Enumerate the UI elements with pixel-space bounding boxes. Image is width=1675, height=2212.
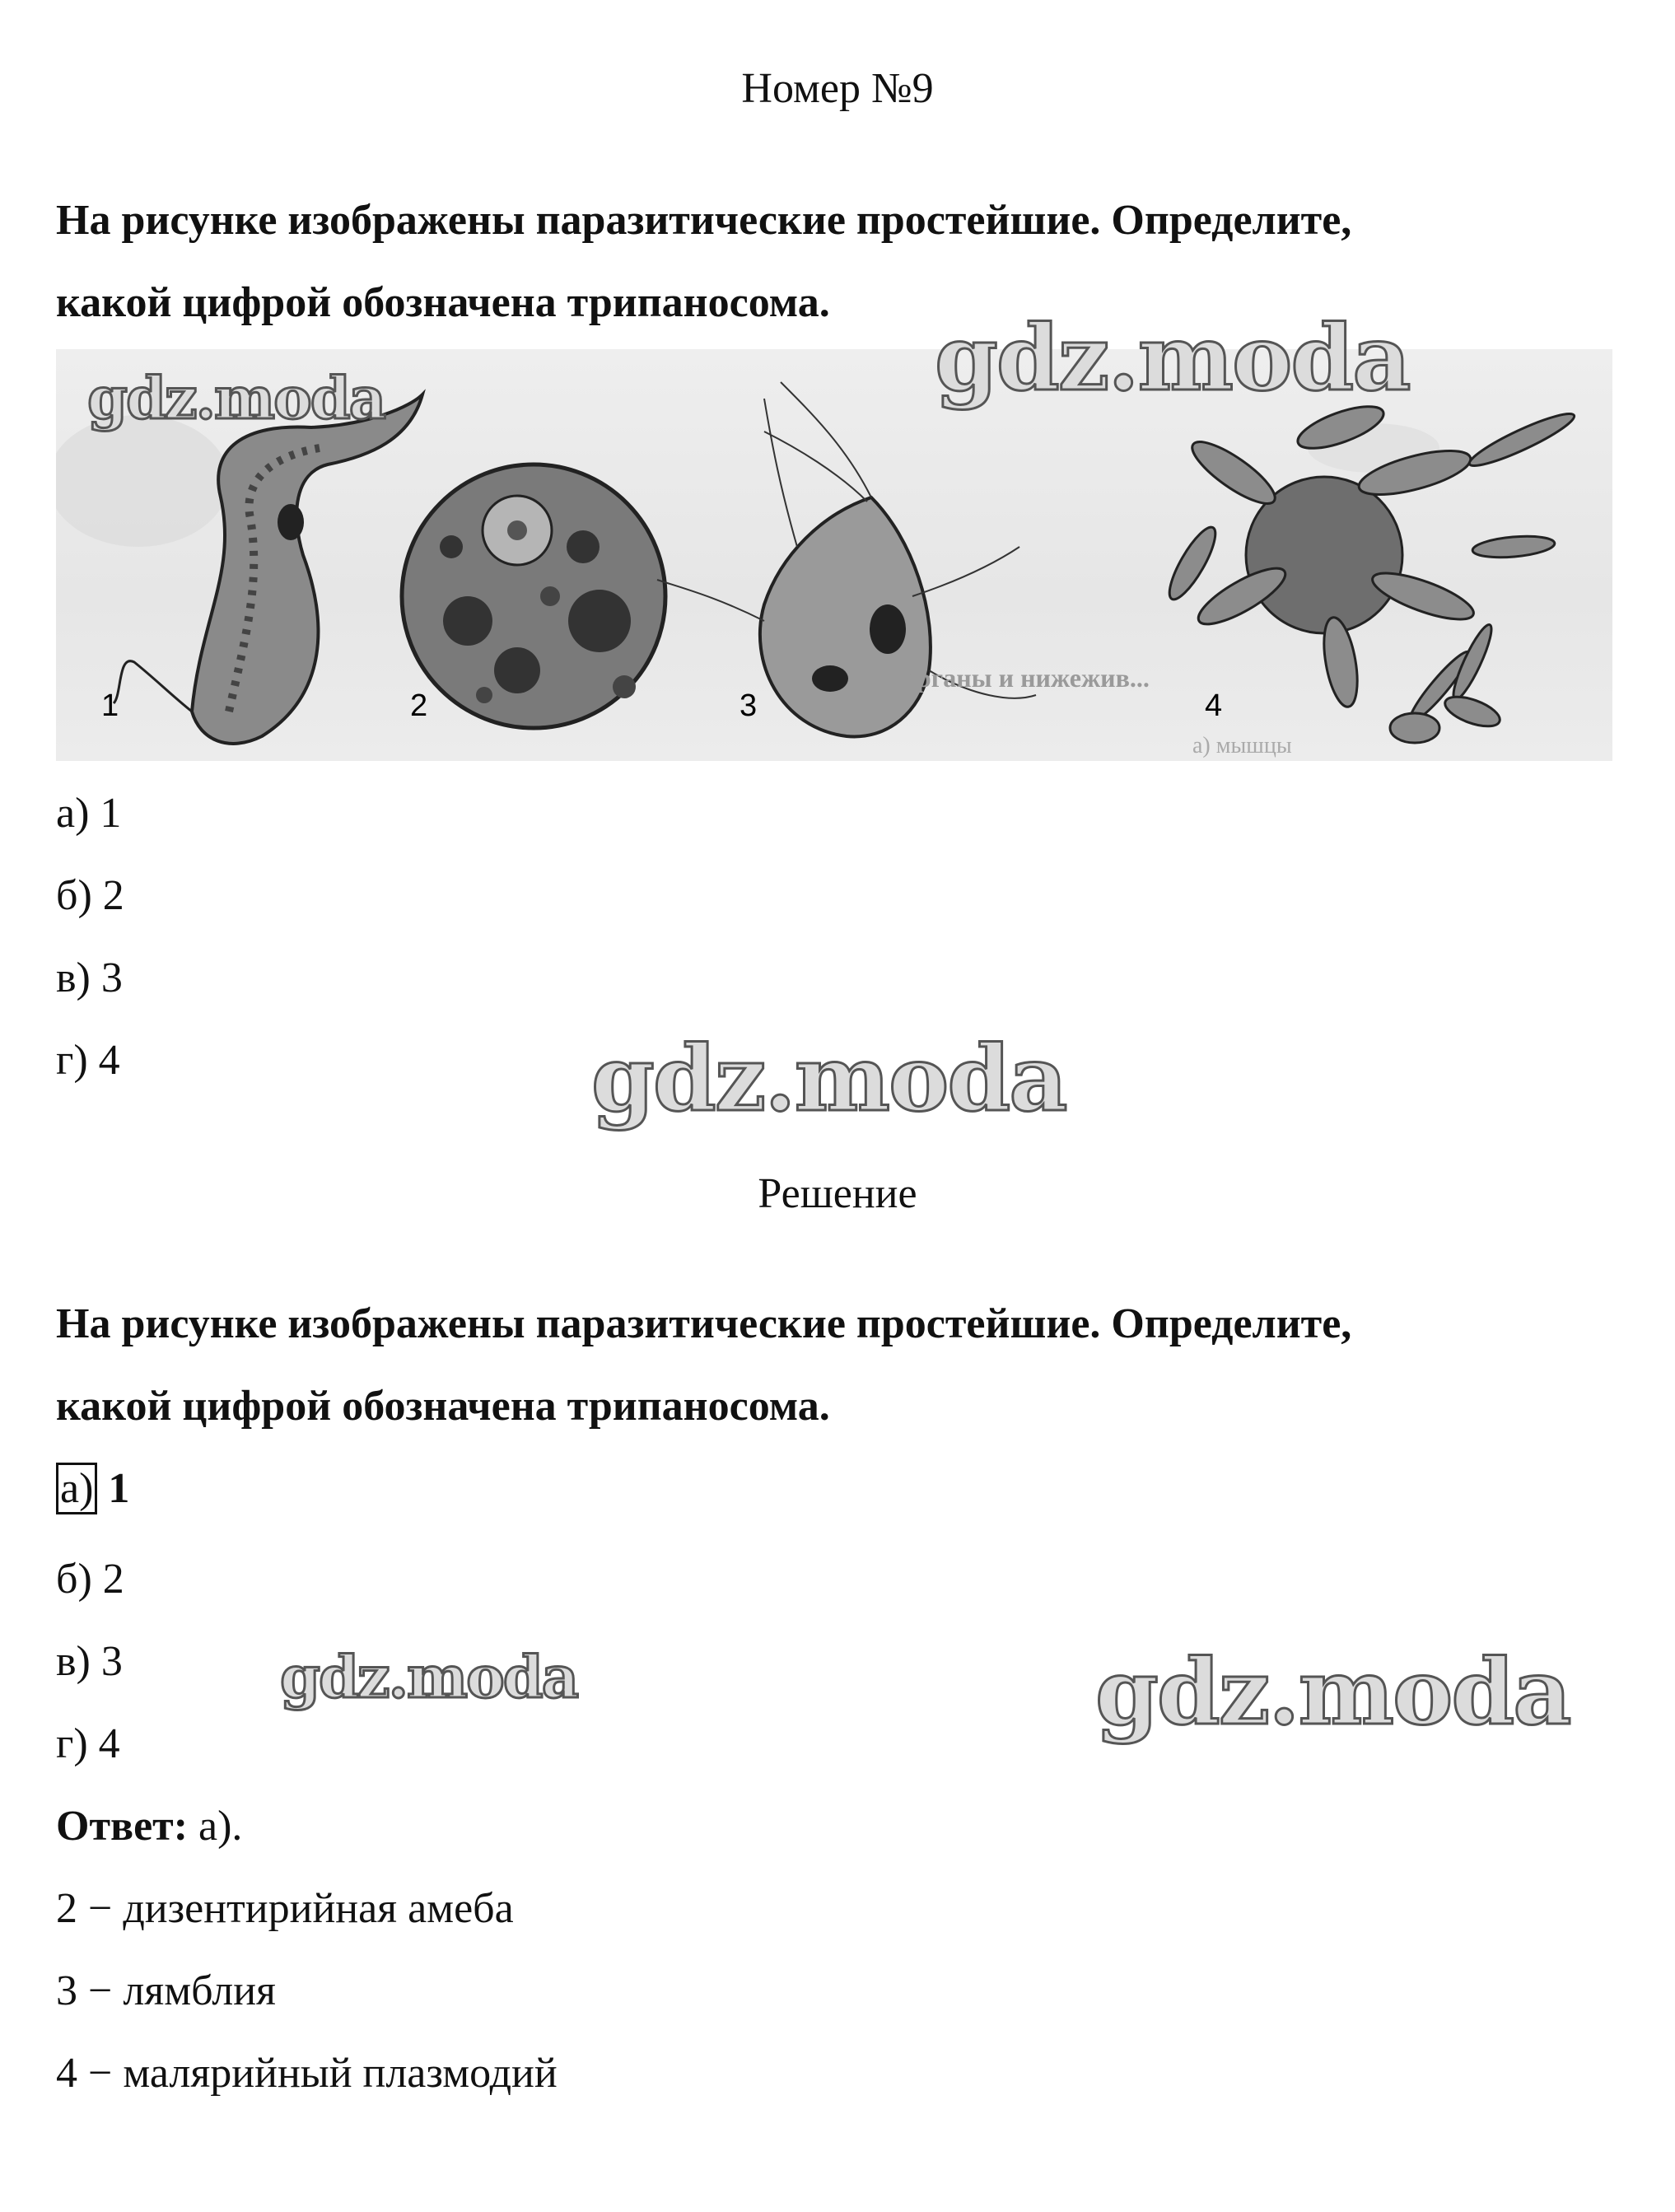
amoeba-organism <box>402 464 665 728</box>
solution-question-text <box>56 1283 1637 1448</box>
correct-option-value: 1 <box>108 1465 130 1512</box>
correct-option-letter: а) <box>56 1463 97 1514</box>
solution-option-b: б) 2 <box>56 1556 124 1603</box>
option-c: в) 3 <box>56 954 123 1001</box>
correct-option <box>56 1464 129 1513</box>
solution-question-line-1: На рисунке изображены паразитические простейшие. Определите, <box>56 1300 1352 1347</box>
question-line-2: какой цифрой обозначена трипаносома. <box>56 279 830 326</box>
watermark: gdz.moda <box>591 1025 1066 1132</box>
figure-label-4: 4 <box>1205 688 1223 723</box>
watermark: gdz.moda <box>87 364 385 432</box>
answer-line <box>56 1802 242 1850</box>
watermark: gdz.moda <box>935 305 1410 411</box>
question-line-1: На рисунке изображены паразитические простейшие. Определите, <box>56 197 1352 244</box>
figure-ghost-text-2: а) мышцы <box>1192 733 1292 758</box>
solution-option-c: в) 3 <box>56 1638 123 1685</box>
solution-option-d: г) 4 <box>56 1720 120 1767</box>
solution-heading: Решение <box>758 1170 917 1217</box>
figure-ghost-text-1: Органы и нижежив... <box>896 663 1150 693</box>
figure-label-1: 1 <box>101 688 119 723</box>
page-title: Номер №9 <box>741 65 934 112</box>
solution-question-line-2: какой цифрой обозначена трипаносома. <box>56 1383 830 1430</box>
option-d: г) 4 <box>56 1037 120 1084</box>
figure-label-2: 2 <box>410 688 428 723</box>
option-b: б) 2 <box>56 872 124 919</box>
explanation-2: 2 − дизентирийная амеба <box>56 1885 514 1932</box>
watermark: gdz.moda <box>280 1643 578 1711</box>
option-a: а) 1 <box>56 790 122 837</box>
watermark: gdz.moda <box>1095 1639 1570 1745</box>
explanation-3: 3 − лямблия <box>56 1967 276 2014</box>
protozoa-figure <box>56 349 1612 761</box>
figure-label-3: 3 <box>740 688 758 723</box>
explanation-4: 4 − малярийный плазмодий <box>56 2050 558 2097</box>
answer-label: Ответ: <box>56 1803 189 1850</box>
answer-text: а). <box>188 1803 243 1850</box>
